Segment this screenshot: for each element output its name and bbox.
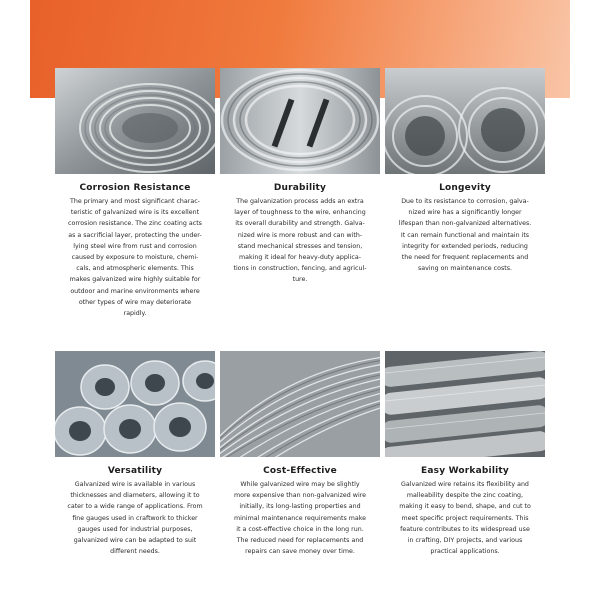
feature-description: Galvanized wire is available in various thicknesses and diameters, allowing it to cater to a wide range of applications. From fine gauges used in craftwork to thicker gauges used for industrial purposes, galvanized wire can be adapted to suit different needs.	[67, 481, 203, 556]
galvanized-wire-coil-photo	[385, 68, 545, 174]
feature-description: The galvanization process adds an extra layer of toughness to the wire, enhancing its overall durability and strength. Galva- nized wire is more robust and can with- stand mechanical stresses and tension, making it ideal for heavy-duty applica- tions in construction, fencing, and agricul- ture.	[233, 198, 367, 284]
galvanized-wire-closeup-photo	[220, 351, 380, 457]
feature-description: Due to its resistance to corrosion, galva- nized wire has a significantly longer lifespan than non-galvanized alternatives. It can remain functional and maintain its integrity for extended periods, reducing the need for frequent replacements and saving on maintenance costs.	[398, 198, 532, 273]
galvanized-wire-bundles-photo	[385, 351, 545, 457]
galvanized-wire-coil-photo	[220, 68, 380, 174]
galvanized-wire-coils-stacked-photo	[55, 351, 215, 457]
feature-title: Corrosion Resistance	[79, 183, 191, 193]
feature-description: While galvanized wire may be slightly more expensive than non-galvanized wire initially, its long-lasting properties and minimal maintenance requirements make it a cost-effective choice in the long run. The reduced need for replacements and repairs can save money over time.	[233, 481, 367, 556]
feature-title: Easy Workability	[421, 466, 509, 476]
feature-title: Cost-Effective	[263, 466, 337, 476]
feature-title: Versatility	[107, 466, 163, 476]
feature-title: Longevity	[439, 183, 491, 193]
brochure-page	[30, 0, 570, 600]
galvanized-wire-coil-photo	[55, 68, 215, 174]
feature-description: Galvanized wire retains its flexibility and malleability despite the zinc coating, making it easy to bend, shape, and cut to meet specific project requirements. This feature contributes to its widespread use in crafting, DIY projects, and various practical applications.	[399, 481, 531, 556]
feature-description: The primary and most significant charac- teristic of galvanized wire is its excellent corrosion resistance. The zinc coating acts as a sacrificial layer, protecting the under- lying steel wire from rust and corrosion caused by exposure to moisture, chemi- cals, and atmospheric elements. This makes galvanized wire highly suitable for outdoor and marine environments where other types of wire may deteriorate rapidly.	[68, 198, 202, 318]
feature-title: Durability	[273, 183, 327, 193]
